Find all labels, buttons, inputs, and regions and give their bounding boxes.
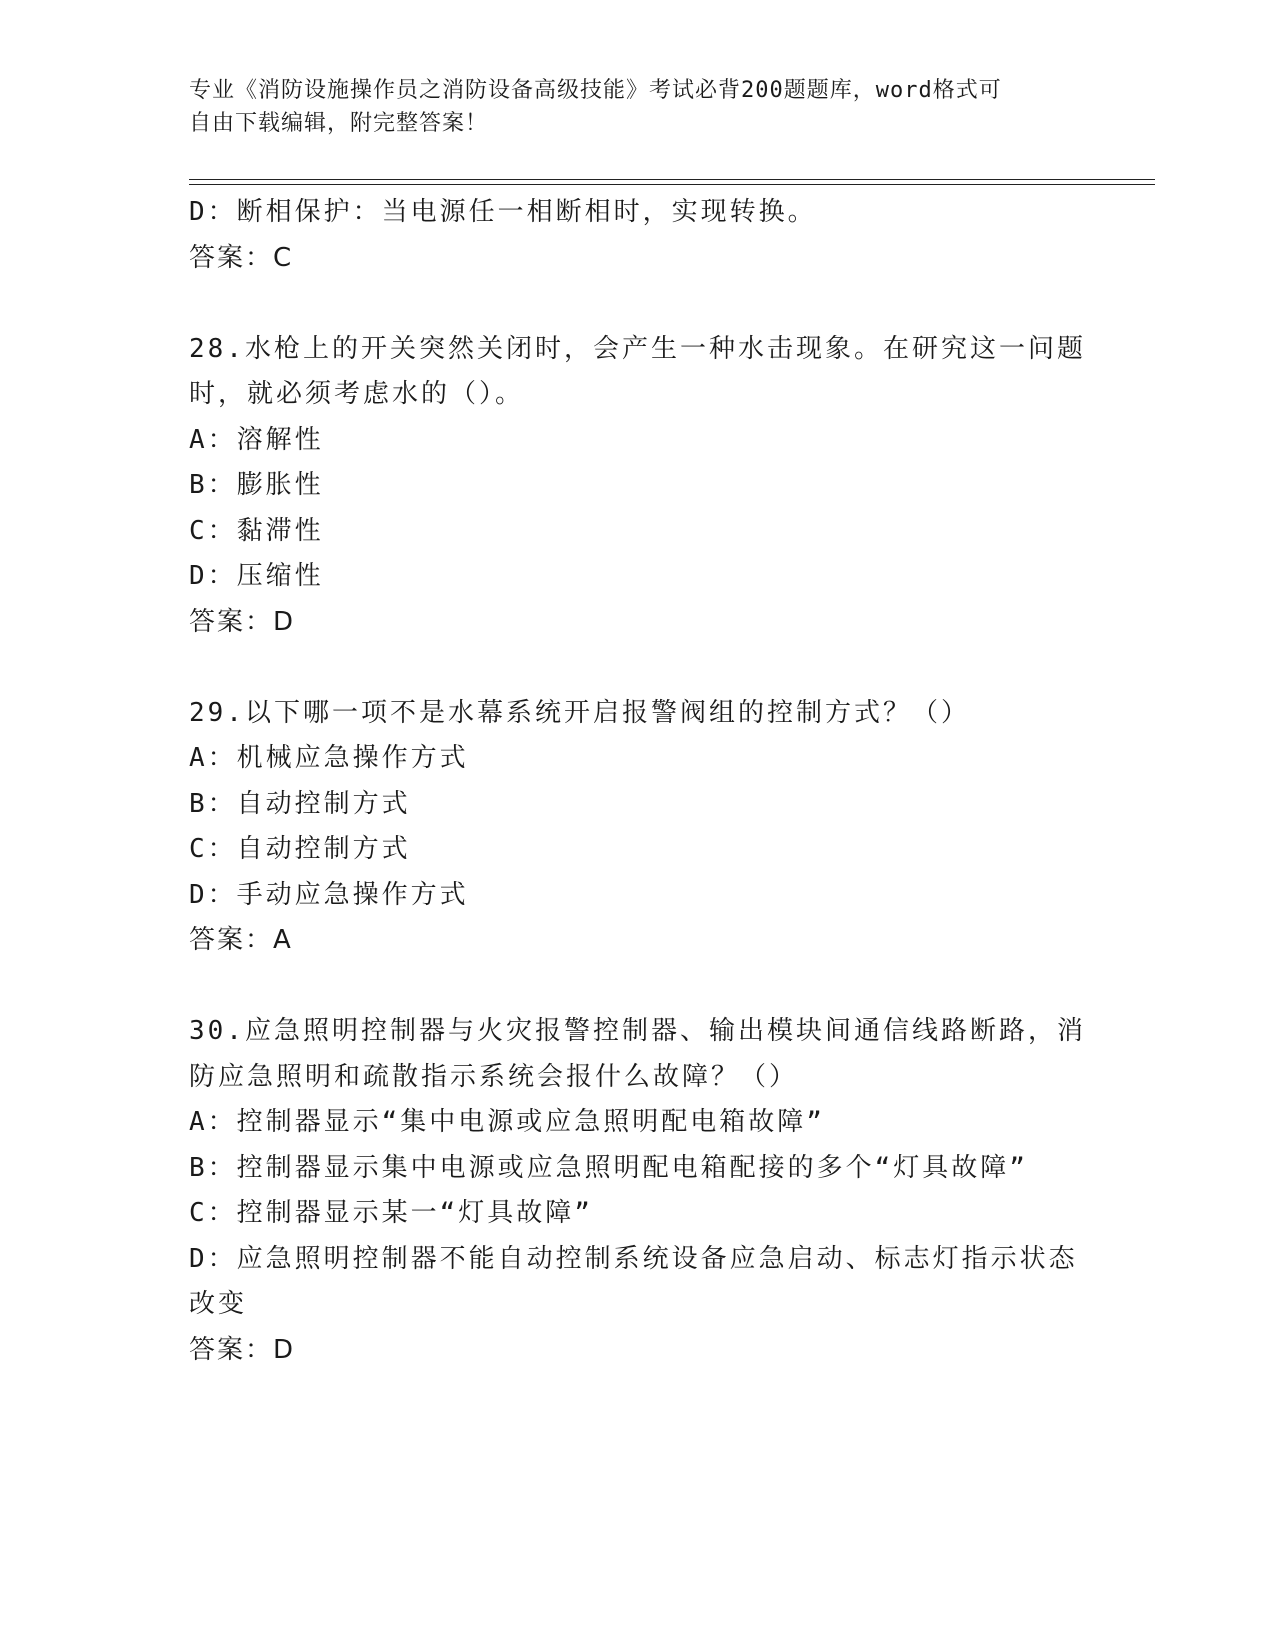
page-header — [189, 74, 1069, 140]
question-stem: 防应急照明和疏散指示系统会报什么故障？（） — [189, 1061, 799, 1092]
header-divider — [189, 179, 1155, 185]
option-c: C：自动控制方式 — [189, 834, 411, 864]
question-28 — [189, 327, 1089, 646]
question-stem: 29.以下哪一项不是水幕系统开启报警阀组的控制方式？（） — [189, 697, 970, 728]
answer: 答案：D — [189, 1334, 296, 1365]
option-d: D：手动应急操作方式 — [189, 879, 469, 910]
option-a: A：溶解性 — [189, 424, 324, 455]
spacer — [189, 964, 1089, 1010]
option-d: D：应急照明控制器不能自动控制系统设备应急启动、标志灯指示状态 — [189, 1243, 1078, 1274]
question-29 — [189, 691, 1089, 964]
option-b: B：膨胀性 — [189, 470, 324, 500]
option-d-continuation: 改变 — [189, 1289, 248, 1319]
question-stem: 28.水枪上的开关突然关闭时，会产生一种水击现象。在研究这一问题 — [189, 333, 1086, 364]
header-title-line-2: 自由下载编辑，附完整答案！ — [189, 111, 489, 136]
option-c: C：控制器显示某一“灯具故障” — [189, 1198, 593, 1228]
previous-question-answer: 答案：C — [189, 242, 294, 273]
answer: 答案：A — [189, 925, 293, 955]
option-d: D：压缩性 — [189, 561, 324, 591]
spacer — [189, 645, 1089, 691]
option-c: C：黏滞性 — [189, 515, 324, 546]
question-content — [189, 190, 1089, 1373]
option-a: A：控制器显示“集中电源或应急照明配电箱故障” — [189, 1107, 825, 1137]
question-30 — [189, 1009, 1089, 1373]
option-a: A：机械应急操作方式 — [189, 743, 469, 773]
previous-question-option-d: D：断相保护：当电源任一相断相时，实现转换。 — [189, 197, 817, 227]
spacer — [189, 281, 1089, 327]
header-title-line-1: 专业《消防设施操作员之消防设备高级技能》考试必背200题题库，word格式可 — [189, 78, 1002, 103]
question-stem: 时，就必须考虑水的（）。 — [189, 379, 525, 409]
option-b: B：自动控制方式 — [189, 788, 411, 819]
answer: 答案：D — [189, 606, 296, 637]
question-stem: 30.应急照明控制器与火灾报警控制器、输出模块间通信线路断路，消 — [189, 1016, 1086, 1046]
option-b: B：控制器显示集中电源或应急照明配电箱配接的多个“灯具故障” — [189, 1152, 1028, 1183]
